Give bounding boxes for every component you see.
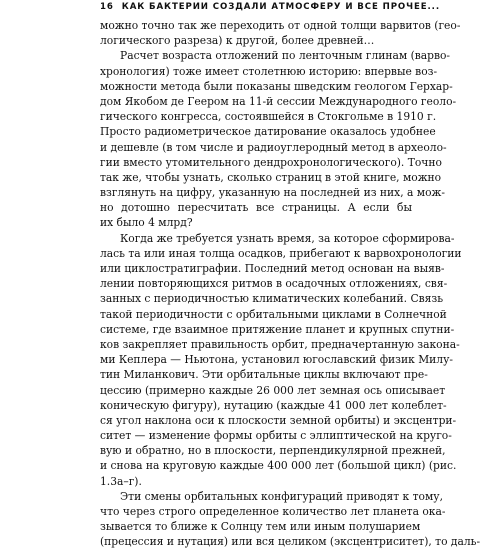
- text-line: ков закрепляет правильность орбит, предначертанную закона-: [100, 337, 460, 351]
- text-line: их было 4 млрд?: [100, 216, 193, 230]
- text-line: вую и обратно, но в плоскости, перпендикулярной прежней,: [100, 444, 446, 458]
- text-line: и снова на круговую каждые 400 000 лет (большой цикл) (рис.: [100, 459, 457, 473]
- text-line: Эти смены орбитальных конфигураций приводят к тому,: [120, 489, 443, 503]
- text-line: логического разреза) к другой, более древней…: [100, 34, 375, 48]
- text-line: гии вместо утомительного дендрохронологического). Точно: [100, 155, 442, 169]
- text-line: такой периодичности с орбитальными циклами в Солнечной: [100, 307, 447, 321]
- text-line: ся угол наклона оси к плоскости земной орбиты) и эксцентри-: [100, 413, 457, 427]
- text-line: и дешевле (в том числе и радиоуглеродный метод в археоло-: [100, 140, 447, 154]
- text-line: Просто радиометрическое датирование оказалось удобнее: [100, 125, 436, 139]
- text-line: (прецессия и нутация) или вся целиком (эксцентриситет), то даль-: [100, 535, 481, 549]
- text-line: но дотошно пересчитать все страницы. А если бы: [100, 201, 412, 215]
- running-title: КАК БАКТЕРИИ СОЗДАЛИ АТМОСФЕРУ И ВСЕ ПРОЧЕЕ...: [121, 2, 440, 12]
- text-line: лась та или иная толща осадков, прибегают к варвохронологии: [100, 246, 462, 260]
- running-header: [100, 0, 460, 14]
- body-text: [100, 18, 481, 550]
- text-line: ситет — изменение формы орбиты с эллиптической на круго-: [100, 429, 452, 443]
- text-line: зывается то ближе к Солнцу тем или иным полушарием: [100, 520, 421, 534]
- text-line: так же, чтобы узнать, сколько страниц в этой книге, можно: [100, 170, 442, 184]
- text-line: гического конгресса, состоявшейся в Стокгольме в 1910 г.: [100, 110, 437, 124]
- text-line: можности метода были показаны шведским геологом Герхар-: [100, 79, 453, 93]
- text-line: взглянуть на цифру, указанную на последней из них, а мож-: [100, 186, 445, 200]
- text-line: или циклостратиграфии. Последний метод основан на выяв-: [100, 262, 445, 275]
- text-line: ми Кеплера — Ньютона, установил югославский физик Милу-: [100, 353, 453, 367]
- text-line: занных с периодичностью климатических колебаний. Связь: [100, 292, 444, 306]
- text-line: хронология) тоже имеет столетнюю историю: впервые воз-: [100, 64, 438, 78]
- text-line: дом Якобом де Геером на 11-й сессии Международного геоло-: [100, 94, 457, 108]
- text-line: коническую фигуру), нутацию (каждые 41 000 лет колеблет-: [100, 398, 447, 412]
- text-line: можно точно так же переходить от одной толщи варвитов (гео-: [100, 19, 461, 32]
- page-number: 16: [100, 2, 114, 12]
- text-line: что через строго определенное количество лет планета ока-: [100, 505, 446, 518]
- text-line: 1.3а–г).: [100, 474, 142, 488]
- text-line: Расчет возраста отложений по ленточным глинам (варво-: [120, 49, 451, 63]
- text-line: цессию (примерно каждые 26 000 лет земная ось описывает: [100, 383, 446, 397]
- text-line: лении повторяющихся ритмов в осадочных отложениях, свя-: [100, 277, 448, 291]
- text-line: системе, где взаимное притяжение планет и крупных спутни-: [100, 322, 455, 336]
- text-line: Когда же требуется узнать время, за которое сформирова-: [120, 231, 455, 245]
- text-line: тин Миланкович. Эти орбитальные циклы включают пре-: [100, 368, 428, 382]
